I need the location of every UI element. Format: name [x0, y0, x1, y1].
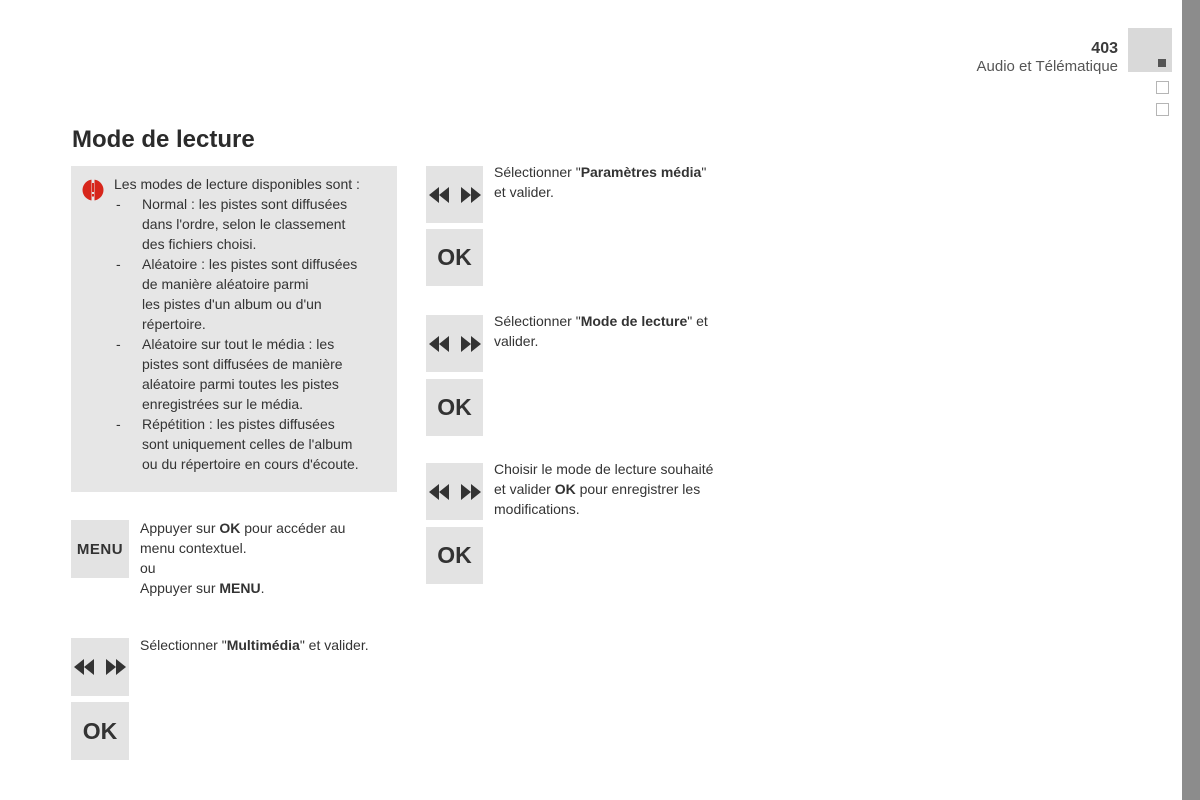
left-right-arrows-icon — [427, 482, 483, 502]
note-line: pistes sont diffusées de manière — [142, 356, 343, 372]
note-line: dans l'ordre, selon le classement — [142, 216, 346, 232]
step-menu-text: Appuyer sur OK pour accéder au menu contextuel. ou Appuyer sur MENU. — [140, 520, 346, 596]
chapter-tab-active — [1128, 28, 1172, 72]
left-right-arrows-icon — [427, 334, 483, 354]
note-item-normal — [114, 194, 360, 254]
note-intro: Les modes de lecture disponibles sont : — [114, 176, 360, 192]
ok-button[interactable]: OK — [426, 229, 483, 286]
note-item-random — [114, 254, 360, 334]
note-line: Aléatoire : les pistes sont diffusées — [142, 256, 358, 272]
section-title: Audio et Télématique — [976, 58, 1118, 75]
note-line: ou du répertoire en cours d'écoute. — [142, 456, 359, 472]
note-line: Normal : les pistes sont diffusées — [142, 196, 348, 212]
page-number: 403 — [1091, 40, 1118, 57]
ok-button[interactable]: OK — [426, 527, 483, 584]
note-line: Répétition : les pistes diffusées — [142, 416, 335, 432]
note-line: sont uniquement celles de l'album — [142, 436, 353, 452]
step-multimedia-text: Sélectionner "Multimédia" et valider. — [140, 637, 369, 653]
note-line: Aléatoire sur tout le média : les — [142, 336, 335, 352]
note-item-repeat — [114, 414, 360, 474]
list-dash: - — [116, 196, 121, 212]
left-right-arrows-icon — [72, 657, 128, 677]
note-item-random-all — [114, 334, 360, 414]
note-line: répertoire. — [142, 316, 206, 332]
chapter-tab — [1156, 81, 1169, 94]
list-dash: - — [116, 256, 121, 272]
note-line: enregistrées sur le média. — [142, 396, 304, 412]
note-line: des fichiers choisi. — [142, 236, 257, 252]
navigation-arrows-button[interactable] — [426, 463, 483, 520]
list-dash: - — [116, 416, 121, 432]
navigation-arrows-button[interactable] — [71, 638, 129, 696]
page-edge-bar — [1182, 0, 1200, 800]
step-play-mode-text: Sélectionner "Mode de lecture" et valider. — [494, 313, 708, 349]
step-choose-text: Choisir le mode de lecture souhaité et valider OK pour enregistrer les modifications. — [494, 461, 714, 517]
left-right-arrows-icon — [427, 185, 483, 205]
note-line: les pistes d'un album ou d'un — [142, 296, 322, 312]
page-title: Mode de lecture — [72, 126, 255, 153]
navigation-arrows-button[interactable] — [426, 166, 483, 223]
note-line: de manière aléatoire parmi — [142, 276, 309, 292]
ok-button[interactable]: OK — [71, 702, 129, 760]
navigation-arrows-button[interactable] — [426, 315, 483, 372]
ok-button[interactable]: OK — [426, 379, 483, 436]
note-text — [114, 174, 360, 474]
warning-icon — [82, 179, 104, 201]
chapter-tab — [1156, 103, 1169, 116]
list-dash: - — [116, 336, 121, 352]
note-line: aléatoire parmi toutes les pistes — [142, 376, 339, 392]
step-media-params-text: Sélectionner "Paramètres média" et valider. — [494, 164, 707, 200]
menu-button[interactable]: MENU — [71, 520, 129, 578]
chapter-tab-marker — [1158, 59, 1166, 67]
